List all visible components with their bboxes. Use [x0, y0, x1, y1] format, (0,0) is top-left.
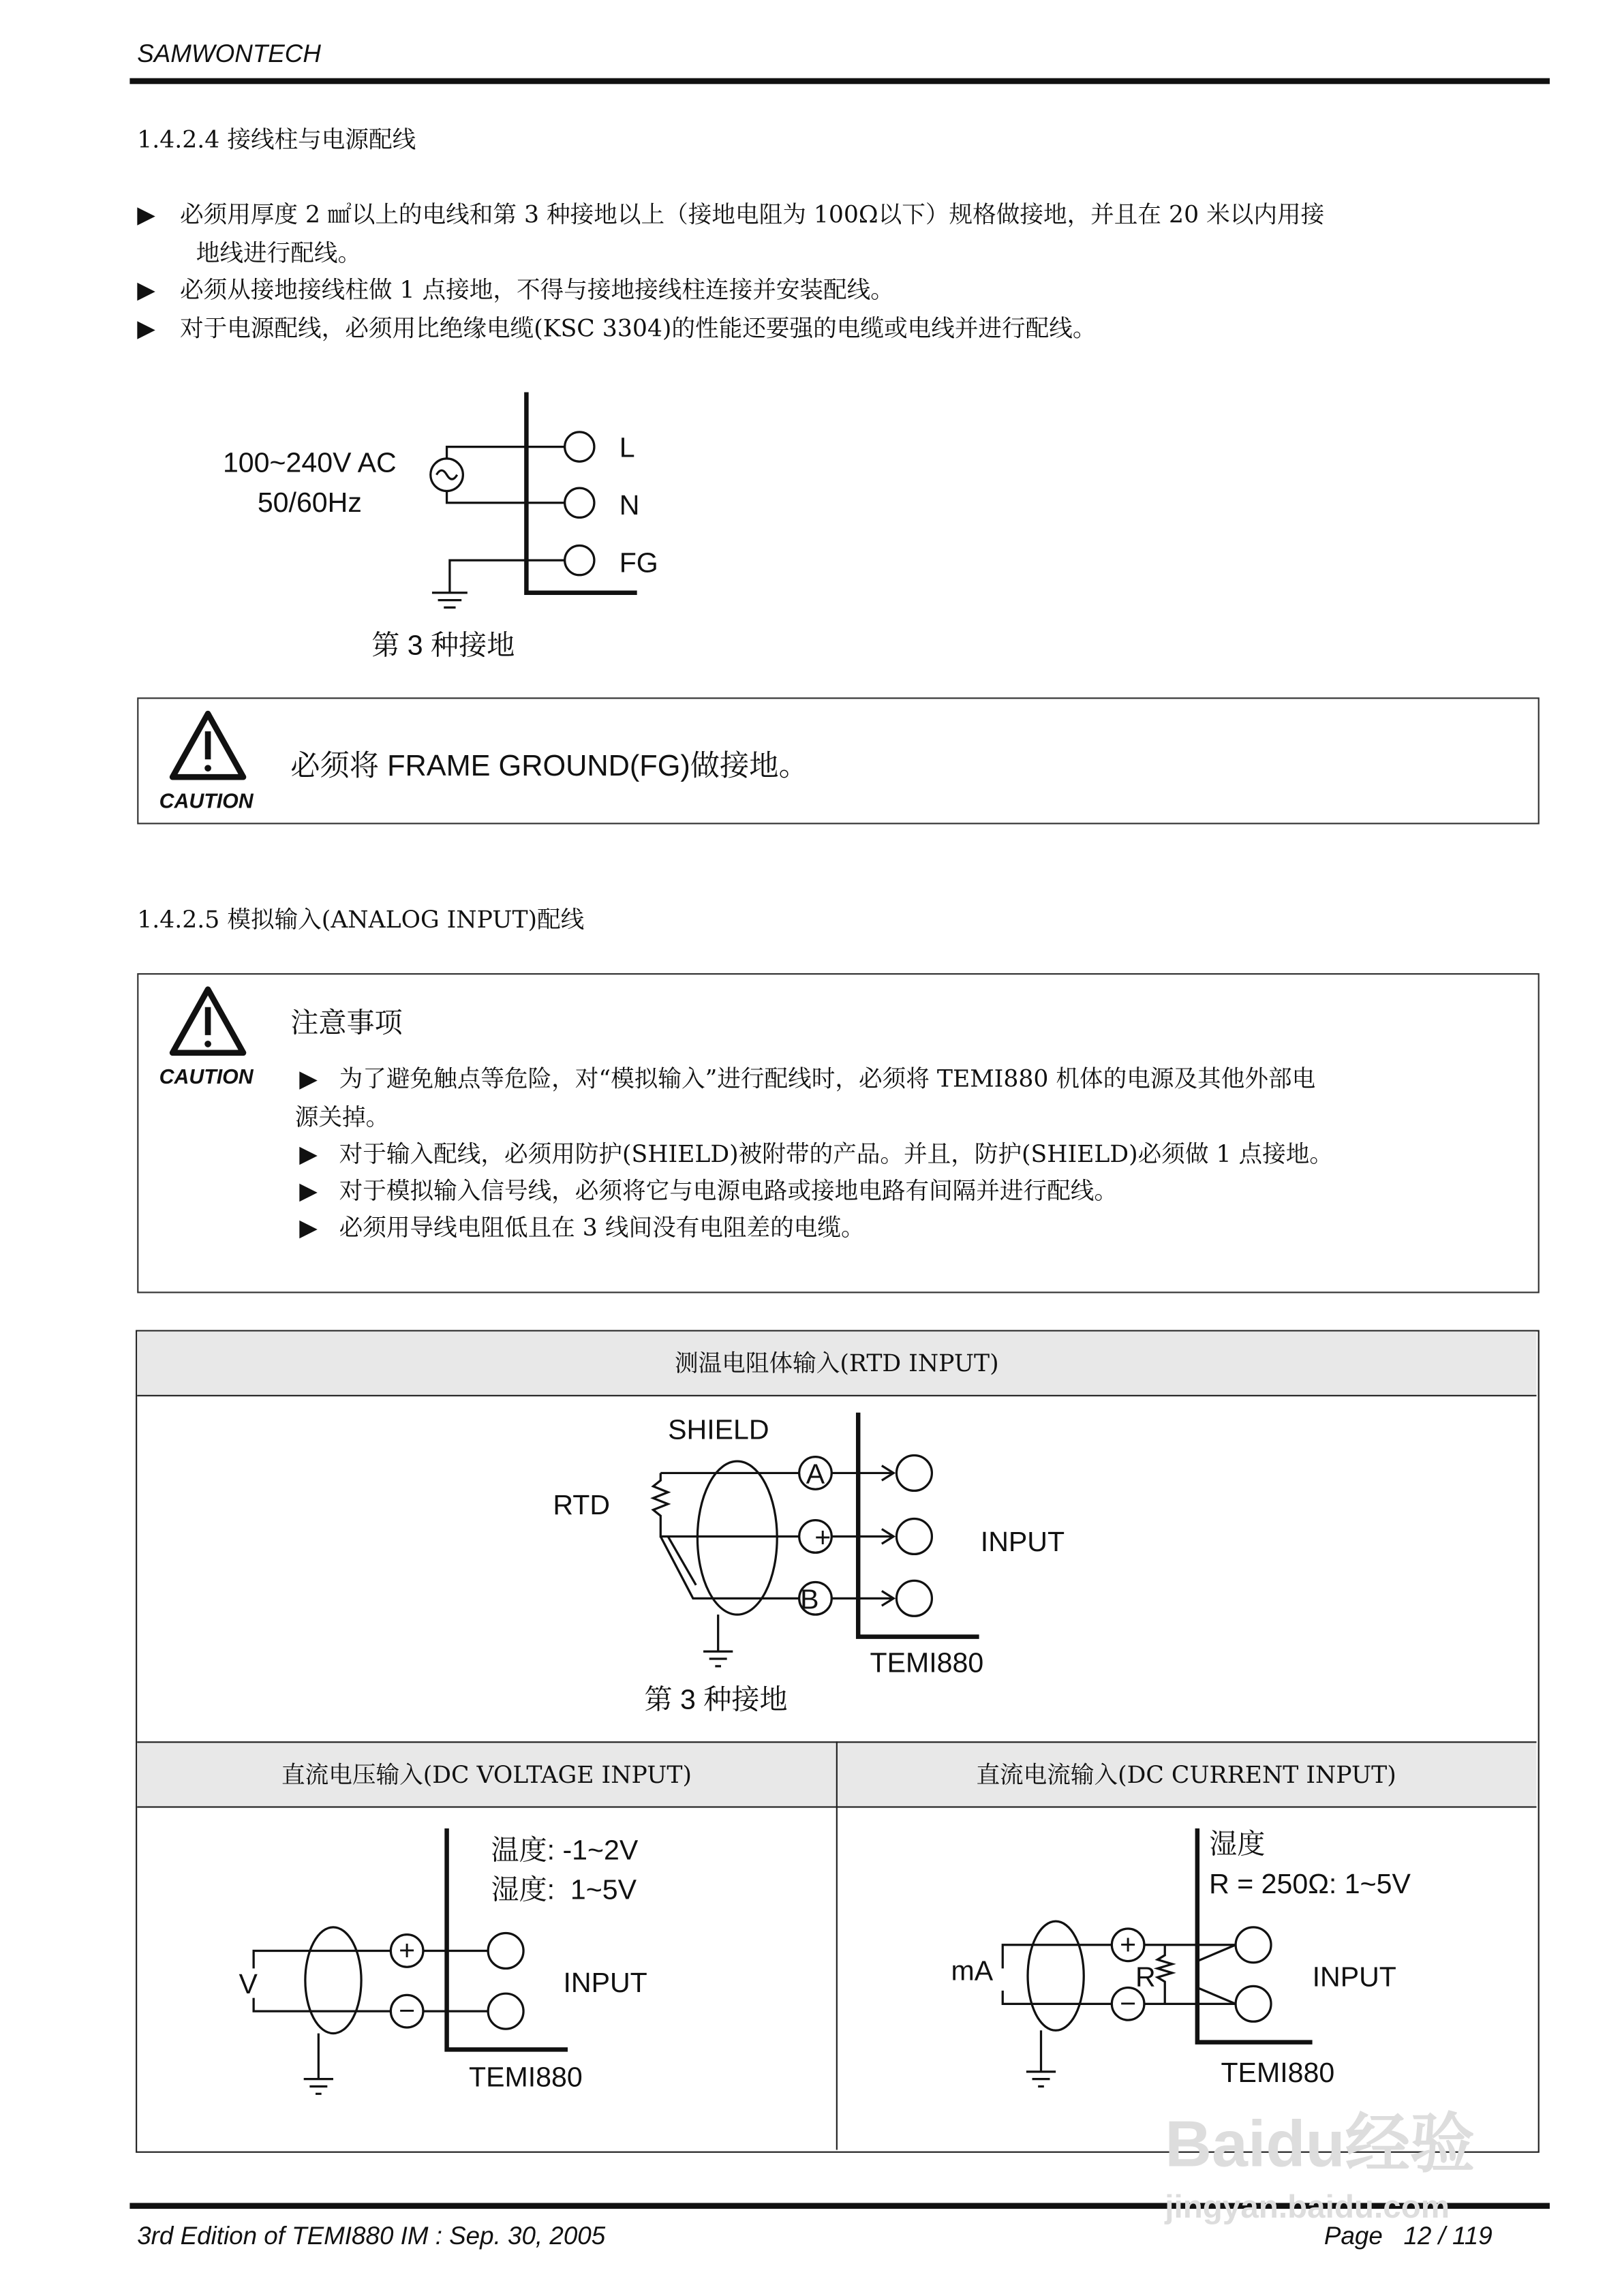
input-label: INPUT	[980, 1526, 1065, 1558]
bullet-arrow-icon: ▶	[299, 1213, 318, 1242]
bullet-arrow-icon: ▶	[137, 313, 155, 342]
caution-text: 必须将 FRAME GROUND(FG)做接地。	[290, 750, 808, 783]
terminal-a: A	[806, 1458, 825, 1490]
terminal-b: B	[800, 1583, 819, 1615]
shield-label: SHIELD	[668, 1413, 769, 1445]
input-label: INPUT	[563, 1967, 647, 1999]
watermark-logo: Baidu经验	[1165, 2108, 1475, 2181]
current-source-label: mA	[951, 1955, 994, 1987]
bullet-arrow-icon: ▶	[137, 200, 155, 229]
caution-icon	[172, 714, 243, 777]
resistor-label: R	[1135, 1961, 1156, 1993]
terminal-fg: FG	[619, 547, 658, 579]
section-title-1-4-2-5: 1.4.2.5 模拟输入(ANALOG INPUT)配线	[137, 905, 585, 934]
ground-icon	[432, 560, 526, 607]
caution-label: CAUTION	[159, 1066, 254, 1089]
terminal-minus: −	[399, 1995, 416, 2027]
ground-icon	[304, 2034, 333, 2094]
bullet-text: 对于模拟输入信号线，必须将它与电源电路或接地电路有间隔并进行配线。	[339, 1176, 1118, 1205]
bullet-text: 对于输入配线，必须用防护(SHIELD)被附带的产品。并且，防护(SHIELD)必须做 1 点接地。	[339, 1139, 1334, 1168]
terminal-n: N	[619, 489, 640, 521]
caution-icon	[172, 990, 243, 1053]
bullet-text: 对于电源配线，必须用比绝缘电缆(KSC 3304)的性能还要强的电缆或电线并进行配线。	[179, 313, 1097, 342]
dcv-range-hum: 湿度: 1~5V	[491, 1873, 637, 1905]
footer-edition: 3rd Edition of TEMI880 IM : Sep. 30, 2005	[137, 2222, 606, 2250]
device-label: TEMI880	[469, 2061, 583, 2093]
bullet-text-cont: 地线进行配线。	[196, 239, 362, 267]
dcv-range-temp: 温度: -1~2V	[491, 1834, 639, 1866]
bullet-text: 必须用导线电阻低且在 3 线间没有电阻差的电缆。	[339, 1213, 865, 1242]
bullet-arrow-icon: ▶	[299, 1139, 318, 1168]
bullet-arrow-icon: ▶	[299, 1176, 318, 1205]
ground-icon	[1026, 2030, 1056, 2086]
dci-resistor-range: R = 250Ω: 1~5V	[1209, 1868, 1411, 1900]
bullet-arrow-icon: ▶	[137, 275, 155, 304]
input-label: INPUT	[1312, 1961, 1396, 1993]
bullet-text: 为了避免触点等危险，对“模拟输入”进行配线时，必须将 TEMI880 机体的电源及其他外部电	[339, 1065, 1316, 1093]
dci-header: 直流电流输入(DC CURRENT INPUT)	[976, 1760, 1396, 1789]
power-terminal-diagram	[431, 393, 637, 608]
header-brand: SAMWONTECH	[137, 40, 321, 68]
ground-class-label: 第 3 种接地	[644, 1683, 788, 1715]
bullet-text: 必须从接地接线柱做 1 点接地，不得与接地接线柱连接并安装配线。	[179, 275, 894, 304]
terminal-l: L	[619, 431, 635, 463]
section-title-1-4-2-4: 1.4.2.4 接线柱与电源配线	[137, 125, 416, 154]
ground-icon	[703, 1614, 733, 1666]
terminal-plus: +	[814, 1521, 831, 1553]
watermark-url: jingyan.baidu.com	[1165, 2188, 1450, 2225]
footer-page: Page 12 / 119	[1323, 2222, 1493, 2250]
supply-frequency: 50/60Hz	[257, 486, 362, 518]
dc-current-diagram	[1003, 1828, 1312, 2087]
ground-class-label: 第 3 种接地	[371, 629, 515, 661]
terminal-plus: +	[399, 1934, 416, 1966]
terminal-minus: −	[1120, 1987, 1137, 2019]
device-label: TEMI880	[870, 1647, 984, 1679]
dci-hum-label: 湿度	[1209, 1828, 1266, 1860]
caution-label: CAUTION	[159, 790, 254, 813]
device-label: TEMI880	[1221, 2057, 1335, 2089]
bullet-text-cont: 源关掉。	[294, 1103, 390, 1131]
voltage-source-label: V	[239, 1968, 258, 2000]
caution-heading: 注意事项	[290, 1007, 403, 1040]
bullet-arrow-icon: ▶	[299, 1065, 318, 1093]
terminal-plus: +	[1120, 1928, 1137, 1960]
bullet-text: 必须用厚度 2 ㎟以上的电线和第 3 种接地以上（接地电阻为 100Ω以下）规格做接地，并且在 20 米以内用接	[179, 200, 1325, 229]
supply-voltage: 100~240V AC	[222, 446, 397, 478]
rtd-label: RTD	[553, 1489, 611, 1521]
rtd-header: 测温电阻体输入(RTD INPUT)	[675, 1349, 999, 1377]
dcv-header: 直流电压输入(DC VOLTAGE INPUT)	[281, 1760, 692, 1789]
